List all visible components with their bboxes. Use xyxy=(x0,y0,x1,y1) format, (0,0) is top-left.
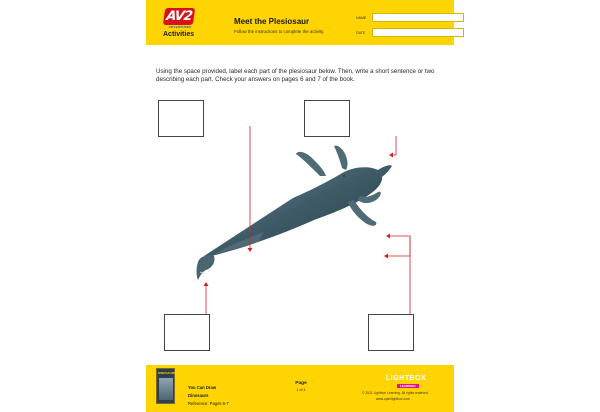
page-number: 1 of 1 xyxy=(296,388,306,392)
arrow-rear-flipper xyxy=(388,236,410,314)
plesiosaur-illustration xyxy=(197,146,393,280)
av2-logo-subtext: ADVENTURES xyxy=(168,25,192,29)
arrowhead-tail xyxy=(389,153,393,158)
arrowhead-rear-flipper-lower xyxy=(384,254,388,259)
page-title: Meet the Plesiosaur xyxy=(234,17,310,26)
rear-flipper-lower xyxy=(348,200,376,226)
name-label: NAME xyxy=(356,16,367,20)
arrowhead-rear-flipper xyxy=(386,234,390,239)
plesiosaur-tail xyxy=(378,165,392,178)
arrowhead-neck xyxy=(248,248,253,252)
book-title: Dinosaurs xyxy=(188,393,209,398)
learning-tag: LEARNING xyxy=(397,384,419,388)
website-link[interactable]: www.openlightbox.com xyxy=(376,397,410,401)
av2-logo-badge: AV2 xyxy=(163,8,195,25)
page-subtitle: Follow the instructions to complete the activity. xyxy=(234,29,325,34)
book-cover-image xyxy=(159,378,173,400)
front-flipper-left xyxy=(296,152,326,176)
plesiosaur-head xyxy=(197,255,215,280)
series-label: You Can Draw xyxy=(188,385,217,390)
worksheet-page xyxy=(146,0,454,412)
arrow-rear-flipper-lower xyxy=(386,236,410,256)
instructions-text: Using the space provided, label each part of the plesiosaur below. Then, write a short sentence or two describing each part. Check your answers on pages 6 and 7 of the book. xyxy=(156,68,435,83)
arrow-tail xyxy=(392,136,396,155)
section-label: Activities xyxy=(163,31,195,38)
plesiosaur-diagram xyxy=(146,0,454,412)
plesiosaur-skin-spot xyxy=(343,175,345,177)
date-label: DATE xyxy=(356,31,366,35)
footer-band xyxy=(146,365,454,412)
arrowhead-head xyxy=(204,282,209,286)
page-label: Page xyxy=(295,381,307,386)
lightbox-logo: LIGHTBOX xyxy=(386,375,427,382)
front-flipper-right xyxy=(334,146,348,170)
book-cover xyxy=(156,368,175,404)
reference-pages: Reference: Pages 6-7 xyxy=(188,401,229,406)
copyright-text: © 2021 Lightbox Learning. All rights reserved. xyxy=(362,391,429,395)
book-cover-title: DINOSAURS xyxy=(158,371,177,375)
